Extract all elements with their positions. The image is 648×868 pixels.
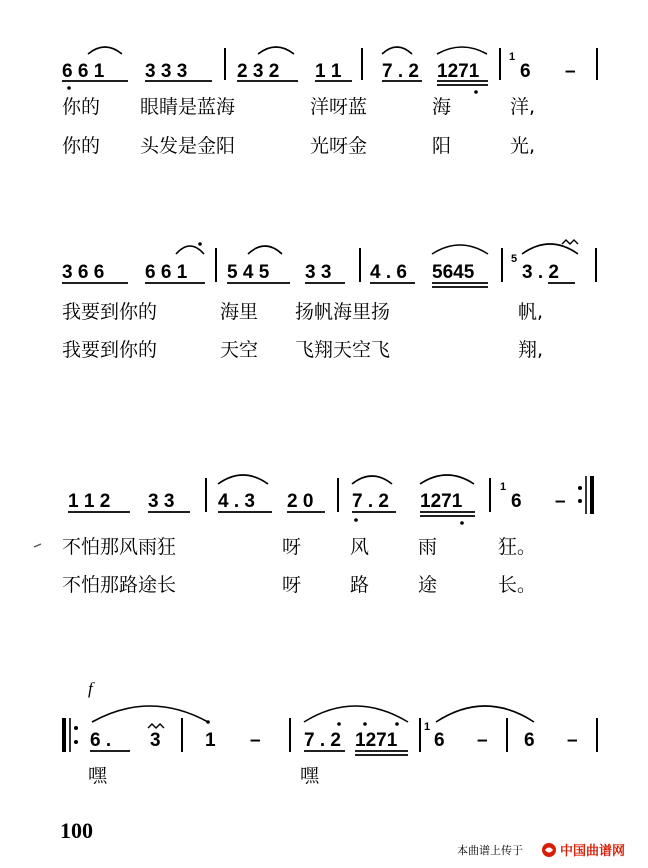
note-group: 5 4 5 — [227, 262, 270, 283]
footer-site-name: 中国曲谱网 — [560, 844, 626, 859]
dash: – — [555, 491, 566, 512]
grace-note: 1 — [424, 721, 431, 733]
lyric: 我要到你的 — [62, 339, 158, 361]
note-group: 6 6 1 — [62, 61, 105, 82]
note-group: 1 — [205, 730, 216, 751]
lyric: 我要到你的 — [62, 301, 158, 323]
system-4 — [64, 679, 597, 787]
note-group: 3 3 — [148, 491, 175, 512]
lyric: 洋, — [510, 96, 536, 118]
lyric: 海 — [432, 96, 452, 118]
lyric: 海里 — [220, 301, 259, 323]
note-group: 3 . 2 — [522, 262, 559, 283]
footer-uploaded-text: 本曲谱上传于 — [457, 844, 523, 857]
grace-note: 1 — [509, 51, 516, 63]
lyric: 扬帆海里扬 — [295, 301, 391, 323]
note-group: 7 . 2 — [352, 491, 389, 512]
dash: – — [250, 730, 261, 751]
note-group: 6 — [520, 61, 531, 82]
dynamic-marking: f — [88, 679, 93, 698]
note-group: 6 . — [90, 730, 112, 751]
system-2 — [62, 240, 596, 361]
lyric: 不怕那路途长 — [62, 574, 177, 596]
note-group: 4 . 3 — [218, 491, 255, 512]
lyric: 飞翔天空飞 — [295, 339, 391, 361]
lyric: 翔, — [518, 339, 544, 361]
lyric: 呀 — [282, 574, 302, 596]
lyric: 你的 — [62, 96, 101, 118]
grace-note: 1 — [500, 481, 507, 493]
dash: – — [565, 61, 576, 82]
lyric: 眼睛是蓝海 — [140, 96, 236, 118]
note-group: 6 — [511, 491, 522, 512]
note-group: 3 — [150, 730, 161, 751]
lyric: 嘿 — [88, 765, 108, 787]
lyric: 阳 — [432, 135, 452, 157]
lyric: 洋呀蓝 — [310, 96, 368, 118]
dash: – — [567, 730, 578, 751]
site-watermark — [457, 843, 625, 859]
lyric: 你的 — [62, 135, 101, 157]
lyric: 途 — [418, 574, 438, 596]
lyric: 路 — [350, 574, 370, 596]
note-group: 1 1 2 — [68, 491, 111, 512]
note-group: 7 . 2 — [304, 730, 341, 751]
note-group: 7 . 2 — [382, 61, 419, 82]
note-group: 6 6 1 — [145, 262, 188, 283]
page-number: 100 — [60, 818, 93, 843]
note-group: 6 — [434, 730, 445, 751]
note-group: 2 0 — [287, 491, 314, 512]
note-group: 1271 — [420, 491, 463, 512]
lyric: 呀 — [282, 536, 302, 558]
lyric: 雨 — [418, 536, 438, 558]
note-group: 5645 — [432, 262, 475, 283]
lyric: 头发是金阳 — [140, 135, 236, 157]
system-1 — [62, 47, 597, 157]
lyric: 风 — [350, 536, 370, 558]
grace-note: 5 — [511, 253, 518, 265]
dash: – — [477, 730, 488, 751]
note-group: 3 3 — [305, 262, 332, 283]
lyric: 狂。 — [498, 536, 537, 558]
lyric: 光呀金 — [310, 135, 368, 157]
note-group: 3 3 3 — [145, 61, 188, 82]
note-group: 1271 — [437, 61, 480, 82]
note-group: 3 6 6 — [62, 262, 105, 283]
note-group: 4 . 6 — [370, 262, 407, 283]
system-3 — [34, 475, 592, 596]
lyric: 帆, — [518, 301, 544, 323]
lyric: 光, — [510, 135, 536, 157]
note-group: 6 — [524, 730, 535, 751]
note-group: 1271 — [355, 730, 398, 751]
lyric: 嘿 — [300, 765, 320, 787]
lyric: 不怕那风雨狂 — [62, 536, 177, 558]
lyric: 长。 — [498, 574, 537, 596]
lyric: 天空 — [220, 339, 259, 361]
note-group: 2 3 2 — [237, 61, 280, 82]
note-group: 1 1 — [315, 61, 342, 82]
